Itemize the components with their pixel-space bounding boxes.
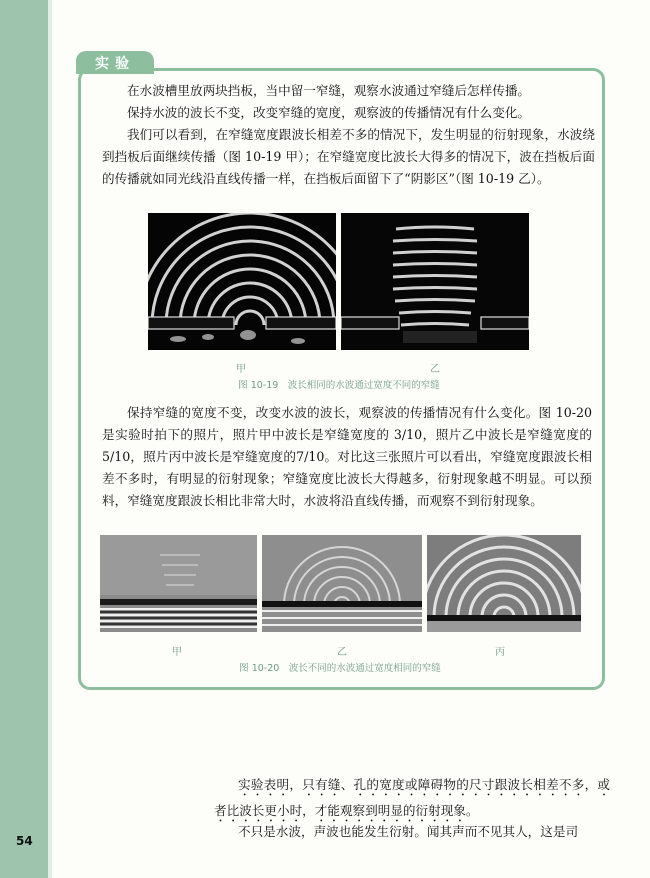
- figure-10-20-photo-b: [262, 535, 422, 632]
- figure-10-19-label-b: 乙: [430, 364, 440, 375]
- experiment-paragraph-1: 在水波槽里放两块挡板，当中留一窄缝，观察水波通过窄缝后怎样传播。: [127, 83, 530, 98]
- figure-10-20-label-c: 丙: [495, 647, 505, 658]
- figure-10-20-photo-c: [427, 535, 581, 632]
- page-margin-band: [0, 0, 50, 878]
- experiment-tag: 实验: [76, 51, 154, 74]
- experiment-paragraph-4: 保持窄缝的宽度不变，改变水波的波长，观察波的传播情况有什么变化。图 10-20 是实验时拍下的照片，照片甲中波长是窄缝宽度的 3/10，照片乙中波长是窄缝宽度的 5/10，照片丙中波长是窄缝宽度的7/10。对比这三张照片可以看出，窄缝宽度跟波长相差不多时，有明显的衍射现象；窄缝宽度比波长大得越多，衍射现象越不明显。可以预料，窄缝宽度跟波长相比非常大时，水波将沿直线传播，而观察不到衍射现象。: [102, 405, 592, 508]
- figure-10-19-caption: 图 10-19 波长相同的水波通过宽度不同的窄缝: [238, 380, 440, 391]
- figure-10-20-photo-a: [100, 535, 257, 632]
- figure-10-19-label-a: 甲: [236, 364, 246, 375]
- margin-band-edge: [48, 0, 52, 878]
- page-number: 54: [16, 834, 33, 848]
- figure-10-20-label-a: 甲: [172, 647, 182, 658]
- experiment-paragraph-3: 我们可以看到，在窄缝宽度跟波长相差不多的情况下，发生明显的衍射现象，水波绕到挡板后面继续传播（图 10-19 甲）；在窄缝宽度比波长大得多的情况下，波在挡板后面的传播就如同光线沿直线传播一样，在挡板后面留下了“阴影区”（图 10-19 乙）。: [102, 127, 595, 186]
- figure-10-19-photo-b: [341, 213, 529, 350]
- figure-10-20-caption: 图 10-20 波长不同的水波通过宽度相同的窄缝: [239, 663, 441, 674]
- body-paragraph-last: 不只是水波，声波也能发生衍射。闻其声而不见其人，这是司: [238, 824, 579, 839]
- experiment-paragraph-2: 保持水波的波长不变，改变窄缝的宽度，观察波的传播情况有什么变化。: [127, 105, 530, 120]
- figure-10-19-photo-a: [148, 213, 336, 350]
- conclusion-emphasized: 实验表明，只有缝、孔的宽度或障碍物的尺寸跟波长相差不多，或者比波长更小时，才能观察到明显的衍射现象。: [214, 777, 610, 818]
- figure-10-20-label-b: 乙: [337, 647, 347, 658]
